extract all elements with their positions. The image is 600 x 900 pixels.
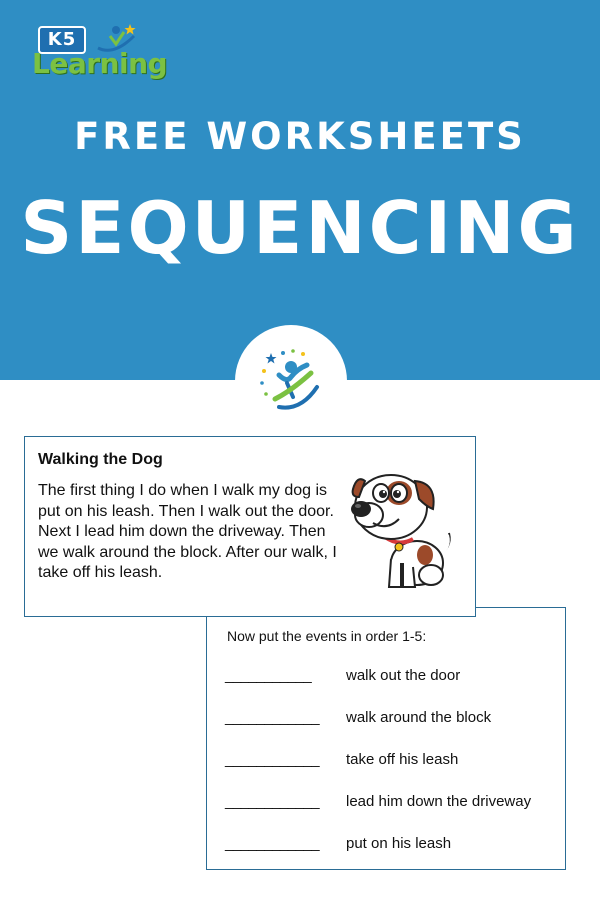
dog-illustration: [343, 463, 461, 593]
k5-star-figure-icon: [257, 347, 325, 415]
header-banner: [0, 0, 600, 380]
answer-blank[interactable]: ____________: [225, 835, 320, 852]
story-text: The first thing I do when I walk my dog is put on his leash. Then I walk out the door. Next I lead him down the driveway. Then we walk around the block. After our walk, I take off his leash.: [38, 482, 337, 581]
event-text: walk around the block: [346, 709, 492, 726]
order-row: [225, 793, 565, 815]
order-row: [225, 835, 565, 857]
event-text: walk out the door: [346, 667, 461, 684]
answer-blank[interactable]: ____________: [225, 793, 320, 810]
k5-learning-logo[interactable]: [30, 22, 170, 82]
order-row: [225, 667, 565, 689]
event-text: put on his leash: [346, 835, 452, 852]
logo-mark: K5: [38, 26, 86, 54]
logo-word: Learning: [32, 47, 168, 80]
page-title: SEQUENCING: [20, 186, 580, 270]
subtitle: FREE WORKSHEETS: [74, 115, 526, 158]
answer-blank[interactable]: ____________: [225, 709, 320, 726]
answer-blank[interactable]: ____________: [225, 751, 320, 768]
answer-blank[interactable]: ___________: [225, 667, 312, 684]
order-instructions: Now put the events in order 1-5:: [227, 628, 427, 644]
order-row: [225, 751, 565, 773]
logo-circle: [235, 325, 347, 437]
order-row: [225, 709, 565, 731]
event-text: lead him down the driveway: [346, 793, 532, 810]
story-title: Walking the Dog: [38, 451, 163, 468]
event-text: take off his leash: [346, 751, 459, 768]
order-card: [206, 607, 566, 870]
story-card: [24, 436, 476, 617]
